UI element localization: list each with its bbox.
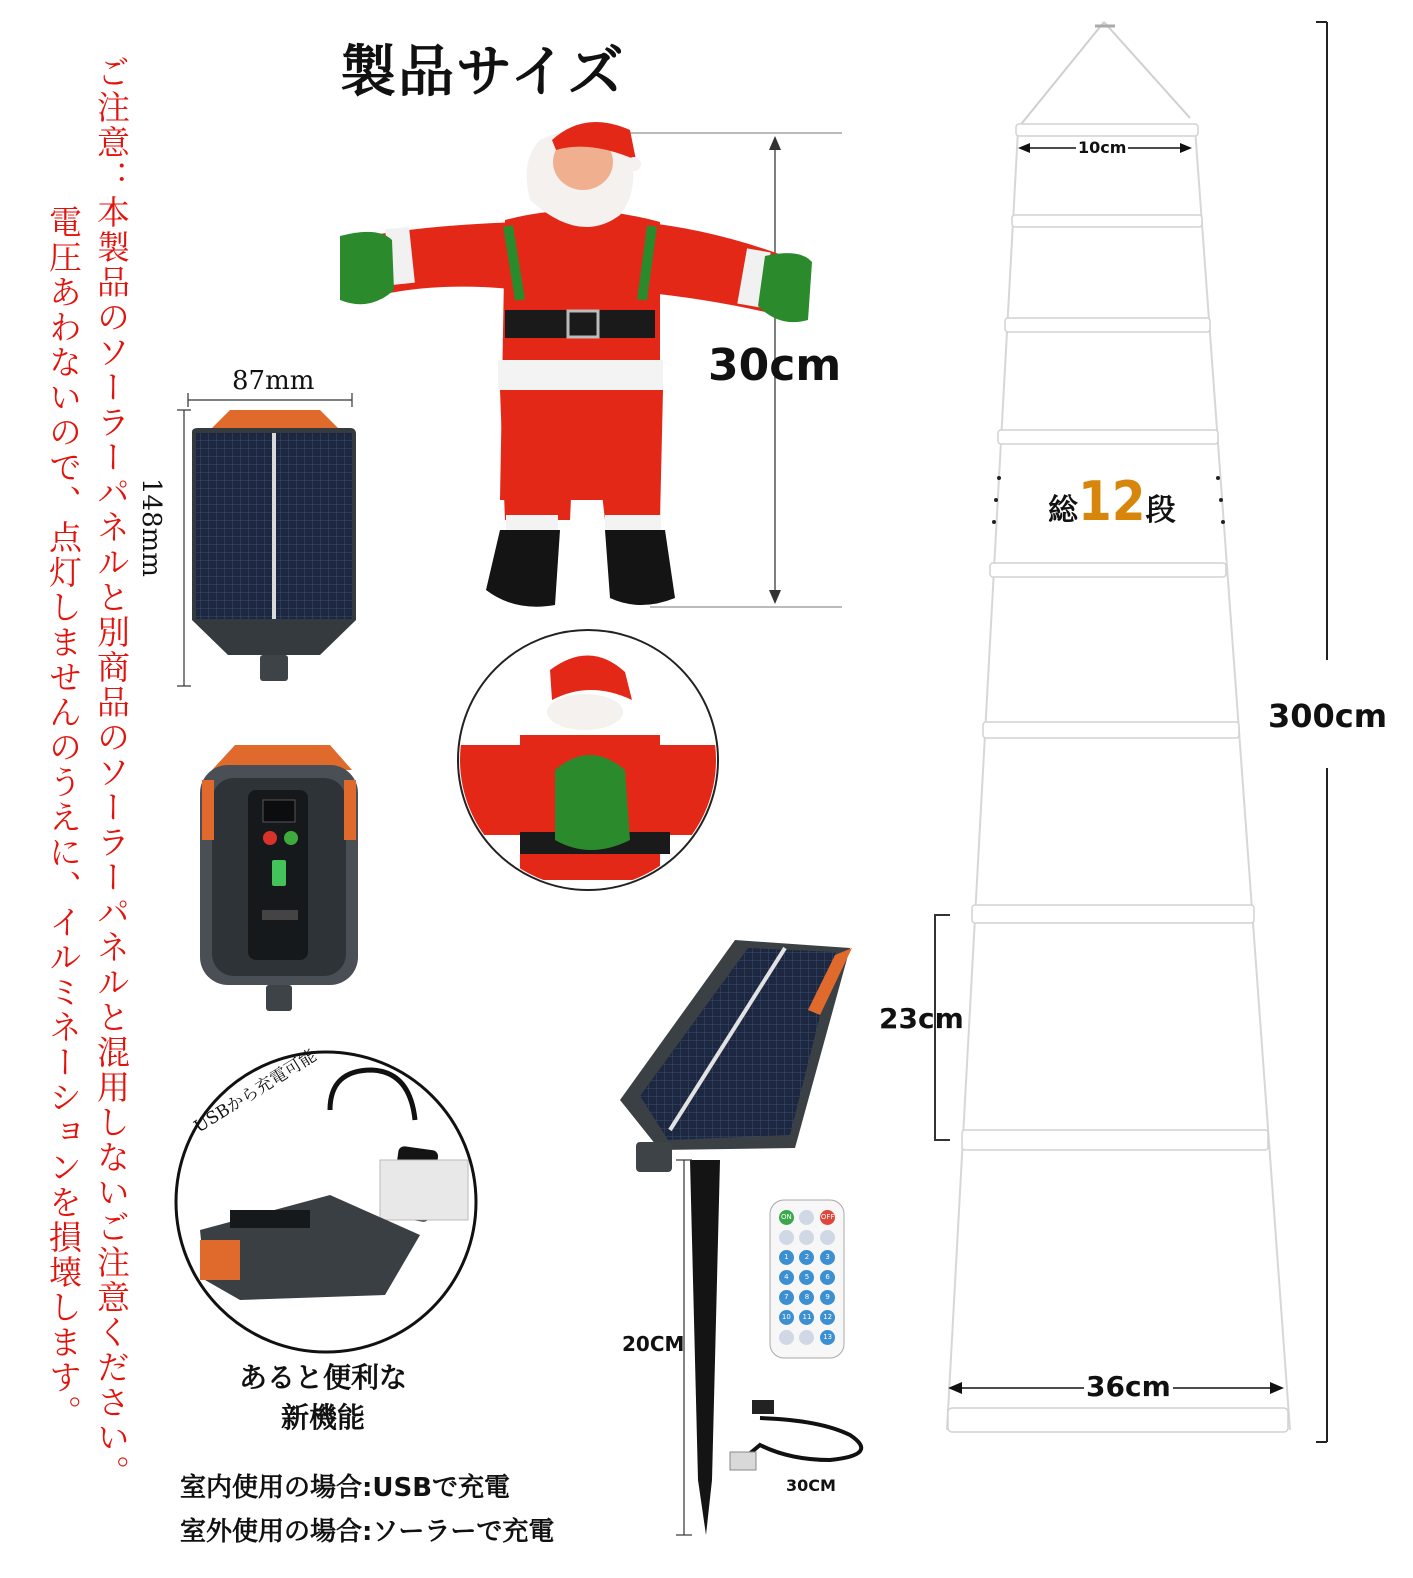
remote-button[interactable]: 3 xyxy=(820,1250,835,1265)
ladder-top-width-label: 10cm xyxy=(1078,138,1127,157)
remote-button[interactable]: 6 xyxy=(820,1270,835,1285)
stake-length-label: 20CM xyxy=(622,1332,685,1356)
steps-count: 12 xyxy=(1078,470,1146,533)
remote-button[interactable] xyxy=(799,1230,814,1245)
ladder-rungs xyxy=(948,124,1288,1432)
notice-line-1: ご注意：本製品のソーラーパネルと別商品のソーラーパネルと混用しないご注意ください。 xyxy=(92,55,131,1490)
steps-prefix: 総 xyxy=(1048,493,1078,528)
remote-button[interactable]: 9 xyxy=(820,1290,835,1305)
feature-text xyxy=(208,1358,438,1438)
ladder-step-count xyxy=(1048,470,1176,533)
controller-box xyxy=(200,745,358,1011)
remote-button[interactable] xyxy=(779,1230,794,1245)
ladder-total-height-label: 300cm xyxy=(1268,697,1388,735)
usb-charge-caption: USBから充電可能 xyxy=(190,1045,321,1138)
panel-width-label: 87mm xyxy=(232,366,315,396)
remote-button[interactable]: 1 xyxy=(779,1250,794,1265)
feature-line-2: 新機能 xyxy=(280,1401,365,1434)
remote-button[interactable] xyxy=(820,1230,835,1245)
remote-button[interactable]: OFF xyxy=(820,1210,835,1225)
remote-button[interactable]: 11 xyxy=(799,1310,814,1325)
santa-back-view xyxy=(458,630,718,890)
remote-button[interactable] xyxy=(799,1210,814,1225)
remote-button[interactable]: 8 xyxy=(799,1290,814,1305)
remote-button[interactable] xyxy=(799,1330,814,1345)
ladder-bottom-width-label: 36cm xyxy=(1086,1370,1171,1403)
usage-outdoor: 室外使用の場合:ソーラーで充電 xyxy=(180,1517,555,1547)
ladder-step-spacing-label: 23cm xyxy=(879,1002,964,1035)
remote-button[interactable]: 10 xyxy=(779,1310,794,1325)
solar-panel-top-view xyxy=(177,393,356,686)
remote-button[interactable]: 4 xyxy=(779,1270,794,1285)
remote-button[interactable]: ON xyxy=(779,1210,794,1225)
remote-button[interactable]: 7 xyxy=(779,1290,794,1305)
usage-indoor: 室内使用の場合:USBで充電 xyxy=(180,1473,511,1503)
feature-line-1: あると便利な xyxy=(238,1361,407,1394)
usb-cable xyxy=(730,1400,861,1470)
remote-button[interactable]: 13 xyxy=(820,1330,835,1345)
steps-suffix: 段 xyxy=(1145,493,1176,528)
remote-button[interactable]: 12 xyxy=(820,1310,835,1325)
cable-length-label: 30CM xyxy=(786,1476,836,1495)
remote-button[interactable]: 2 xyxy=(799,1250,814,1265)
remote-button-grid xyxy=(776,1210,838,1345)
page-title: 製品サイズ xyxy=(340,40,626,105)
notice-line-2: 電圧あわないので、点灯しませんのうえに、イルミネーションを損壊します。 xyxy=(44,205,83,1430)
remote-button[interactable] xyxy=(779,1330,794,1345)
remote-button[interactable]: 5 xyxy=(799,1270,814,1285)
usage-text xyxy=(180,1466,554,1554)
panel-height-label: 148mm xyxy=(136,478,166,577)
santa-height-label: 30cm xyxy=(708,340,842,391)
